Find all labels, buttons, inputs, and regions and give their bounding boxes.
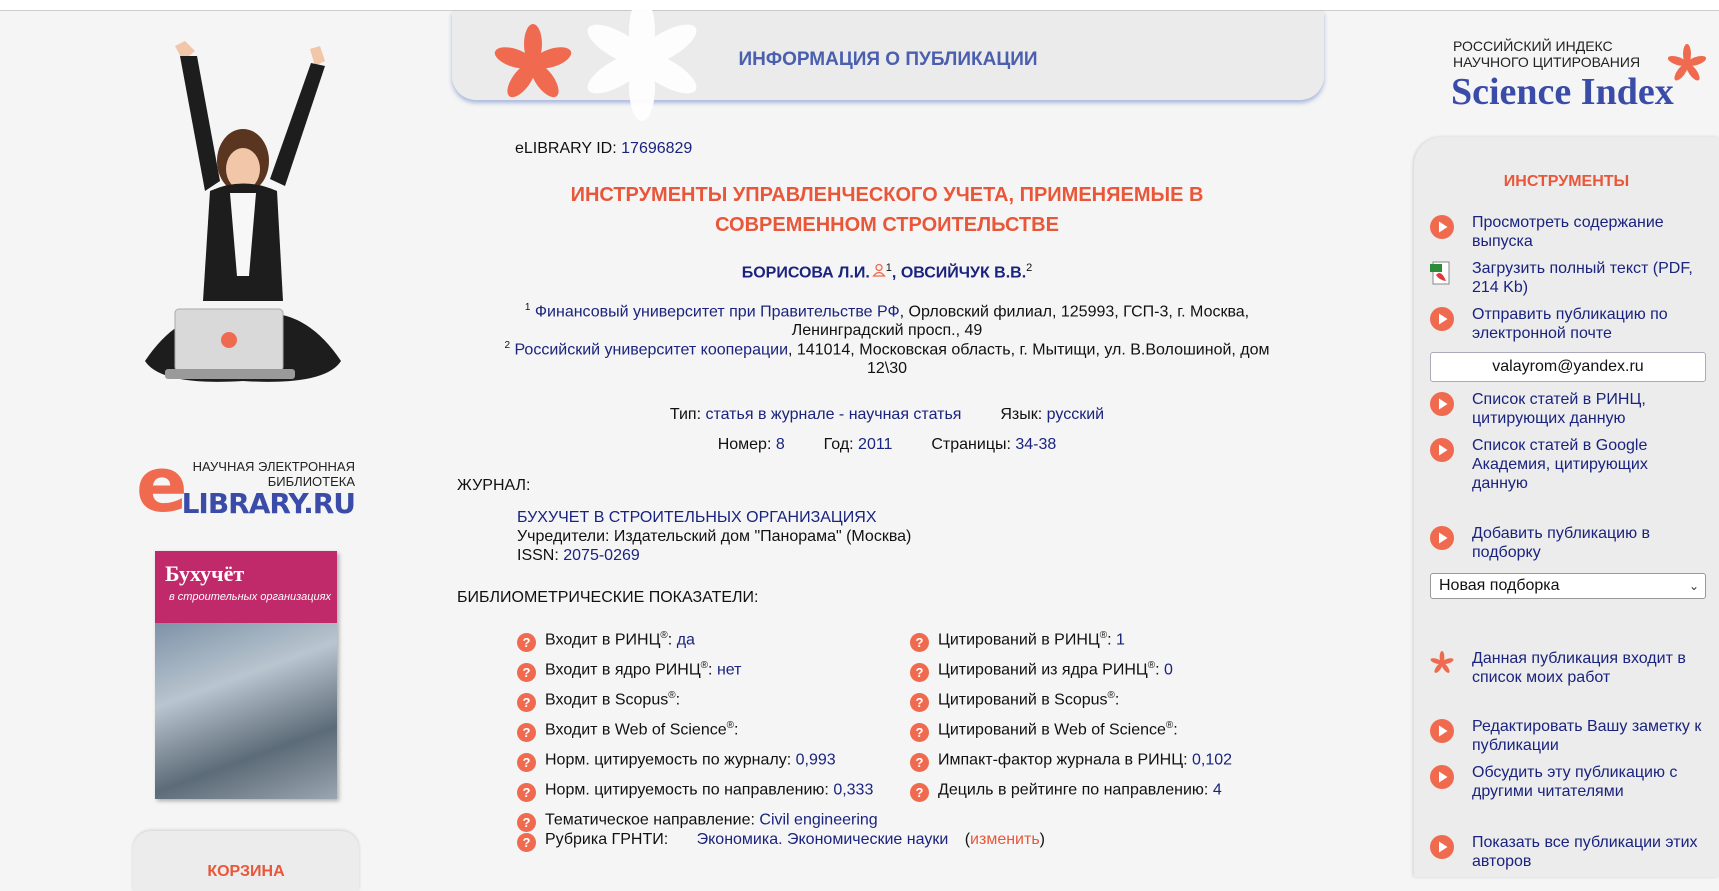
- elibrary-logo[interactable]: [136, 440, 366, 529]
- logo-caption-line1: НАУЧНАЯ ЭЛЕКТРОННАЯ: [192, 459, 355, 474]
- biblio-sep: :: [786, 751, 792, 769]
- science-index-logo[interactable]: [1447, 38, 1707, 118]
- biblio-row: [517, 810, 878, 832]
- science-index-caption-line1: РОССИЙСКИЙ ИНДЕКС: [1453, 38, 1613, 54]
- registered-mark: ®: [726, 720, 734, 731]
- biblio-sep: :: [675, 691, 681, 709]
- rubric-label: Рубрика ГРНТИ:: [545, 831, 669, 848]
- biblio-label: Цитирований в Scopus: [938, 691, 1108, 709]
- pdf-icon[interactable]: [1430, 261, 1452, 283]
- journal-name-link[interactable]: БУХУЧЕТ В СТРОИТЕЛЬНЫХ ОРГАНИЗАЦИЯХ: [517, 509, 877, 526]
- elibrary-id-value[interactable]: 17696829: [621, 140, 693, 157]
- biblio-value[interactable]: нет: [716, 661, 742, 679]
- authors-line: БОРИСОВА Л.И. $^1$, ОВСИЙЧУК В.В.$^2$: [741, 262, 1033, 282]
- biblio-label: Дециль в рейтинге по направлению: [938, 781, 1204, 799]
- help-icon[interactable]: ?: [910, 693, 929, 712]
- collection-select-value: Новая подборка: [1439, 577, 1560, 594]
- issn-label: ISSN:: [517, 547, 559, 564]
- affiliation-number: 1: [524, 302, 531, 313]
- browser-top-strip: [0, 0, 1719, 11]
- biblio-label: Входит в Scopus: [545, 691, 669, 709]
- help-icon[interactable]: ?: [517, 813, 536, 832]
- tool-label[interactable]: Отправить публикацию по электронной почте: [1472, 306, 1668, 342]
- logo-e: e: [136, 440, 188, 529]
- language-value[interactable]: русский: [1046, 406, 1105, 423]
- registered-mark: ®: [1165, 720, 1174, 731]
- play-circle-icon[interactable]: [1430, 438, 1452, 460]
- tool-label[interactable]: Добавить публикацию в подборку: [1472, 525, 1651, 561]
- elibrary-id-label: eLIBRARY ID:: [515, 140, 617, 157]
- tool-label[interactable]: Данная публикация входит в список моих работ: [1472, 650, 1686, 686]
- affiliation-org-link[interactable]: Финансовый университет при Правительстве РФ: [534, 303, 900, 321]
- biblio-label: Входит в ядро РИНЦ: [545, 661, 701, 679]
- biblio-label: Цитирований из ядра РИНЦ: [938, 661, 1148, 679]
- affiliation-address: , Орловский филиал, 125993, ГСП-3, г. Москва, Ленинградский просп., 49: [791, 303, 1250, 340]
- biblio-sep: :: [1203, 781, 1209, 799]
- registered-mark: ®: [1099, 630, 1108, 641]
- biblio-row: [910, 690, 1119, 712]
- biblio-value[interactable]: 0,102: [1191, 751, 1233, 769]
- play-circle-icon[interactable]: [1430, 835, 1452, 857]
- play-circle-icon[interactable]: [1430, 719, 1452, 741]
- biblio-label: Импакт-фактор журнала в РИНЦ: [938, 751, 1184, 769]
- biblio-row: [517, 720, 738, 742]
- pages-label: Страницы:: [931, 436, 1011, 453]
- pages-value[interactable]: 34-38: [1015, 436, 1057, 453]
- cover-photo: [155, 623, 337, 799]
- type-value[interactable]: статья в журнале - научная статья: [705, 406, 962, 423]
- affiliation-address: , 141014, Московская область, г. Мытищи, ул. В.Волошиной, дом 12\30: [788, 341, 1270, 378]
- help-icon[interactable]: ?: [517, 723, 536, 742]
- type-label: Тип:: [669, 406, 702, 423]
- biblio-row: [910, 780, 1222, 802]
- tool-label[interactable]: Редактировать Вашу заметку к публикации: [1472, 718, 1702, 754]
- play-circle-icon[interactable]: [1430, 215, 1452, 237]
- person-icon[interactable]: [872, 263, 886, 277]
- biblio-sep: :: [667, 631, 673, 649]
- logo-caption-line2: БИБЛИОТЕКА: [267, 474, 355, 489]
- journal-block: [517, 508, 911, 565]
- year-value[interactable]: 2011: [858, 436, 893, 453]
- biblio-row: [910, 720, 1178, 742]
- biblio-value[interactable]: да: [676, 631, 695, 649]
- number-year-pages-line: [452, 436, 1322, 454]
- issn-value[interactable]: 2075-0269: [563, 547, 640, 564]
- left-column: [0, 11, 450, 880]
- rubric-change-link[interactable]: изменить: [970, 831, 1040, 848]
- biblio-label: Цитирований в РИНЦ: [938, 631, 1100, 649]
- biblio-value[interactable]: 1: [1116, 631, 1125, 649]
- affiliation-1: [502, 298, 1272, 340]
- biblio-section-title: БИБЛИОМЕТРИЧЕСКИЕ ПОКАЗАТЕЛИ:: [457, 589, 759, 606]
- tool-label[interactable]: Загрузить полный текст (PDF, 214 Kb): [1472, 260, 1693, 296]
- biblio-sep: :: [1183, 751, 1188, 769]
- play-circle-icon[interactable]: [1430, 526, 1452, 548]
- help-icon[interactable]: ?: [910, 633, 929, 652]
- affiliation-org-link[interactable]: Российский университет кооперации: [514, 341, 789, 359]
- biblio-row: [910, 750, 1232, 772]
- tool-label[interactable]: Обсудить эту публикацию с другими читателями: [1472, 764, 1678, 800]
- journal-section-title: ЖУРНАЛ:: [457, 477, 531, 494]
- woman-with-laptop-image: [125, 41, 355, 421]
- language-label: Язык:: [1000, 406, 1043, 423]
- founders-label: Учредители:: [517, 528, 610, 545]
- type-language-line: [452, 406, 1322, 424]
- journal-cover[interactable]: [155, 551, 337, 799]
- science-index-caption-line2: НАУЧНОГО ЦИТИРОВАНИЯ: [1453, 54, 1641, 70]
- publication-title: ИНСТРУМЕНТЫ УПРАВЛЕНЧЕСКОГО УЧЕТА, ПРИМЕНЯЕМЫЕ В СОВРЕМЕННОМ СТРОИТЕЛЬСТВЕ: [570, 184, 1204, 236]
- chevron-down-icon: ⌄: [1688, 579, 1699, 593]
- basket-title[interactable]: КОРЗИНА: [207, 863, 285, 880]
- author-link[interactable]: БОРИСОВА Л.И.: [741, 264, 870, 282]
- tool-label[interactable]: Список статей в РИНЦ, цитирующих данную: [1472, 391, 1646, 427]
- biblio-sep: :: [1114, 691, 1120, 709]
- founders-value: Издательский дом "Панорама" (Москва): [613, 528, 912, 545]
- biblio-sep: :: [1107, 631, 1112, 649]
- biblio-label: Входит в РИНЦ: [545, 631, 661, 649]
- biblio-sep: :: [708, 661, 713, 679]
- biblio-sep: :: [734, 721, 739, 739]
- biblio-sep: :: [750, 811, 755, 829]
- biblio-row: [517, 750, 836, 772]
- email-input[interactable]: valayrom@yandex.ru: [1430, 352, 1706, 382]
- help-icon[interactable]: ?: [517, 633, 536, 652]
- registered-mark: ®: [668, 690, 676, 701]
- registered-mark: ®: [1147, 660, 1156, 671]
- biblio-row: [517, 690, 680, 712]
- author-aff-sup: 2: [1026, 262, 1033, 274]
- registered-mark: ®: [1107, 690, 1115, 701]
- number-label: Номер:: [717, 436, 772, 453]
- biblio-label: Входит в Web of Science: [545, 721, 727, 739]
- biblio-value[interactable]: 0,333: [833, 781, 874, 799]
- help-icon[interactable]: ?: [517, 663, 536, 682]
- biblio-row: [910, 660, 1173, 682]
- biblio-sep: :: [1155, 661, 1160, 679]
- biblio-label: Норм. цитируемость по направлению: [545, 781, 825, 799]
- science-index-caption: [1453, 38, 1640, 70]
- tool-label[interactable]: Список статей в Google Академия, цитирующих данную: [1472, 437, 1648, 492]
- cover-subtitle: в строительных организациях: [169, 591, 332, 603]
- help-icon[interactable]: ?: [517, 833, 536, 852]
- biblio-sep: :: [824, 781, 829, 799]
- page-header: [452, 11, 1324, 100]
- basket-panel: [133, 831, 359, 891]
- elibrary-id: [515, 140, 692, 158]
- biblio-row: [517, 780, 873, 802]
- play-circle-icon[interactable]: [1430, 765, 1452, 787]
- author-link[interactable]: ОВСИЙЧУК В.В.: [900, 264, 1027, 282]
- asterisk-icon: [1667, 44, 1707, 84]
- help-icon[interactable]: ?: [910, 753, 929, 772]
- biblio-row: [517, 630, 695, 652]
- biblio-value[interactable]: 4: [1212, 781, 1222, 799]
- biblio-row: [910, 630, 1125, 652]
- science-index-wordmark: Science Index: [1451, 71, 1674, 113]
- registered-mark: ®: [660, 630, 668, 641]
- play-circle-icon[interactable]: [1430, 307, 1452, 329]
- play-circle-icon[interactable]: [1430, 392, 1452, 414]
- biblio-row: [517, 660, 741, 682]
- affiliation-number: 2: [504, 340, 510, 351]
- biblio-label: Цитирований в Web of Science: [938, 721, 1166, 739]
- affiliation-2: [502, 336, 1272, 378]
- tool-label[interactable]: Просмотреть содержание выпуска: [1472, 214, 1664, 250]
- biblio-value[interactable]: Civil engineering: [759, 811, 878, 829]
- biblio-label: Тематическое направление: [545, 811, 751, 829]
- number-value[interactable]: 8: [775, 436, 785, 453]
- biblio-value[interactable]: 0: [1164, 661, 1173, 679]
- biblio-value[interactable]: 0,993: [795, 751, 836, 769]
- tool-label[interactable]: Показать все публикации этих авторов: [1472, 834, 1698, 870]
- help-icon[interactable]: ?: [517, 783, 536, 802]
- rubric-row: ? Рубрика ГРНТИ: Экономика. Экономические науки (изменить): [517, 831, 1045, 852]
- author-aff-sup: 1: [885, 262, 892, 274]
- tools-title: ИНСТРУМЕНТЫ: [1503, 173, 1630, 190]
- registered-mark: ®: [700, 660, 709, 671]
- logo-caption: [175, 459, 355, 489]
- help-icon[interactable]: ?: [910, 723, 929, 742]
- page-title: ИНФОРМАЦИЯ О ПУБЛИКАЦИИ: [738, 49, 1038, 70]
- help-icon[interactable]: ?: [910, 783, 929, 802]
- help-icon[interactable]: ?: [517, 693, 536, 712]
- collection-select[interactable]: [1430, 573, 1706, 599]
- biblio-sep: :: [1173, 721, 1178, 739]
- help-icon[interactable]: ?: [517, 753, 536, 772]
- logo-wordmark: LIBRARY.RU: [181, 487, 355, 520]
- help-icon[interactable]: ?: [910, 663, 929, 682]
- asterisk-icon[interactable]: [1430, 651, 1452, 673]
- rubric-value[interactable]: Экономика. Экономические науки: [696, 831, 949, 848]
- biblio-label: Норм. цитируемость по журналу: [545, 751, 787, 769]
- cover-title: Бухучёт: [165, 561, 245, 586]
- year-label: Год:: [823, 436, 854, 453]
